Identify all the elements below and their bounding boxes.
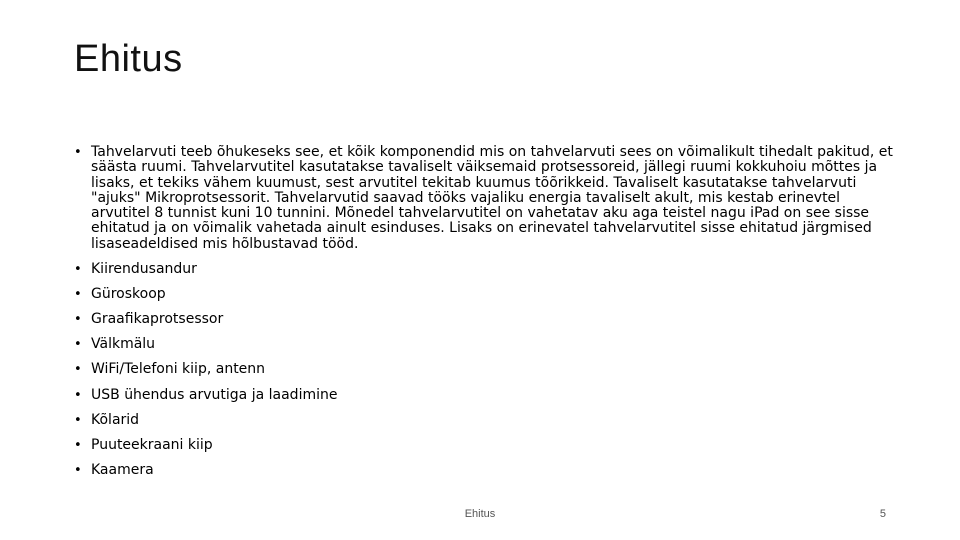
- list-item: [74, 337, 894, 362]
- list-item-text: Güroskoop: [91, 285, 166, 302]
- bullet-icon: •: [74, 312, 82, 328]
- list-item-text: Puuteekraani kiip: [91, 436, 213, 453]
- list-item-text: WiFi/Telefoni kiip, antenn: [91, 361, 266, 378]
- list-item-text: USB ühendus arvutiga ja laadimine: [91, 386, 338, 403]
- list-item: [74, 388, 894, 413]
- bullet-list: [74, 145, 894, 488]
- slide-content: [74, 145, 894, 488]
- page-number: 5: [879, 508, 886, 520]
- list-item-text: Kõlarid: [91, 411, 140, 428]
- list-item-text: Kaamera: [91, 462, 154, 479]
- list-item: [74, 312, 894, 337]
- bullet-icon: •: [74, 261, 82, 277]
- list-item-text: Graafikaprotsessor: [91, 311, 224, 328]
- list-item: [74, 287, 894, 312]
- bullet-icon: •: [74, 362, 82, 378]
- list-item: [74, 463, 894, 488]
- bullet-icon: •: [74, 412, 82, 428]
- list-item: [74, 362, 894, 387]
- bullet-icon: •: [74, 337, 82, 353]
- list-item: [74, 145, 894, 252]
- slide-title: Ehitus: [74, 38, 183, 80]
- bullet-icon: •: [74, 286, 82, 302]
- list-item: [74, 413, 894, 438]
- list-item-text: Välkmälu: [91, 336, 156, 353]
- bullet-icon: •: [74, 387, 82, 403]
- bullet-icon: •: [74, 145, 82, 160]
- list-item-text: Kiirendusandur: [91, 260, 197, 277]
- list-item: [74, 438, 894, 463]
- bullet-icon: •: [74, 463, 82, 479]
- list-item: [74, 262, 894, 287]
- bullet-icon: •: [74, 437, 82, 453]
- footer-text: Ehitus: [464, 508, 496, 520]
- list-item-text: Tahvelarvuti teeb õhukeseks see, et kõik komponendid mis on tahvelarvuti sees on võimalikult tihedalt pakitud, et säästa ruumi. Tahvelarvutitel kasutatakse tavaliselt väiksemaid protsessoreid, jällegi ruumi kokkuhoiu mõttes ja lisaks, et tekiks vähem kuumust, sest arvutitel tekitab kuumus tõõrikkeid. Tavaliselt kasutatakse tahvelarvuti "ajuks" Mikroprotsessorit. Tahvelarvutid saavad tööks vajaliku energia tavaliselt akult, mis kestab erinevtel arvutitel 8 tunnist kuni 10 tunnini. Mõnedel tahvelarvutitel on vahetatav aku aga teistel nagu iPad on see sisse ehitatud ja on võimalik vahetada ainult esinduses. Lisaks on erinevatel tahvelarvutitel sisse ehitatud järgmised lisaseadeldised mis hõlbustavad tööd.: [91, 144, 893, 252]
